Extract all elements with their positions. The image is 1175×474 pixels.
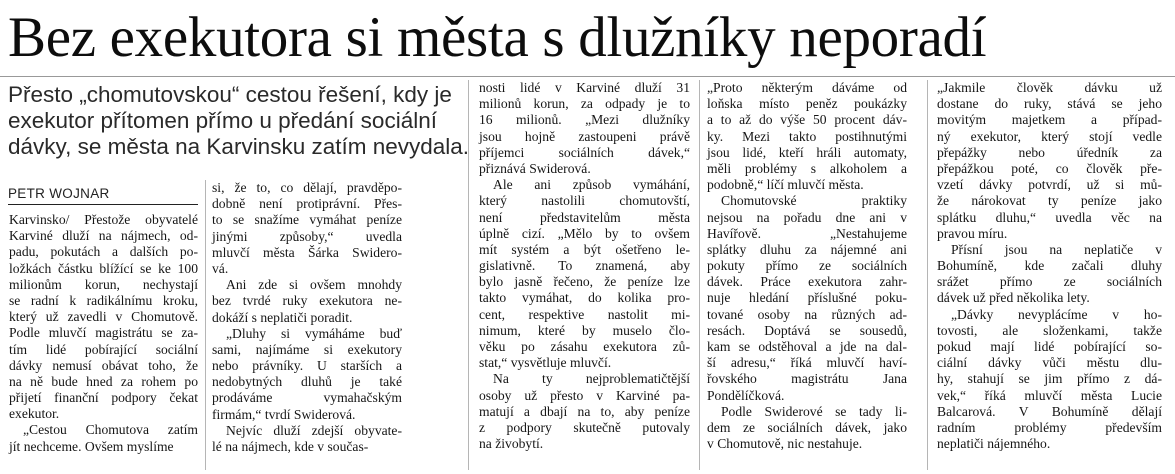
text-line: Bohumíně, kde začali dluhy [937, 258, 1162, 274]
text-line: „Dávky nevyplácíme v ho- [951, 306, 1162, 322]
text-line: Balcarová. V Bohumíně dělají [937, 403, 1162, 419]
text-line: v Chomutově, nic nestahuje. [707, 436, 863, 452]
text-column-5 [937, 80, 1162, 452]
text-line: movitým majetkem a případ- [937, 112, 1162, 128]
text-line: přepážkou poté, co člověk pře- [937, 160, 1162, 176]
lead-line: Přesto „chomutovskou“ cestou řešení, kdy je [8, 82, 452, 107]
text-line: dávky nemusí obávat toho, že [9, 357, 198, 373]
text-line: se radní k radikálnímu kroku, [9, 292, 198, 308]
text-line: osoby už přesto v Karviné pa- [479, 387, 690, 403]
text-column-2 [212, 180, 402, 455]
text-line: na živobytí. [479, 436, 544, 452]
text-line: mluvčí města Šárka Swidero- [212, 244, 402, 260]
lead-line: exekutor přítomen přímo u předání sociální [8, 108, 437, 133]
text-line: bylo jasně řečeno, že peníze lze [479, 274, 690, 290]
text-line: ky. Mezi takto postihnutými [707, 128, 907, 144]
text-line: který už zavedli v Chomutově. [9, 309, 198, 325]
text-line: cent, respektive nastolit mi- [479, 306, 690, 322]
text-column-1 [9, 212, 198, 455]
text-line: pravou míru. [937, 225, 1008, 241]
column-divider [699, 80, 700, 470]
text-line: Havířově. „Nestahujeme [707, 225, 907, 241]
text-line: „Proto některým dáváme od [707, 80, 907, 95]
text-line: exekutor. [9, 406, 60, 422]
text-line: Ale ani způsob vymáhání, [493, 177, 690, 193]
text-line: nebo právníky. U starších a [212, 358, 402, 374]
text-line: lé na nájmech, kde v součas- [212, 439, 369, 454]
text-line: dávek už před několika lety. [937, 290, 1090, 306]
text-line: ší adresu,“ říká mluvčí haví- [707, 355, 907, 371]
headline-rule [0, 76, 1175, 77]
text-line: jsou lidé, kteří hráli automaty, [707, 144, 907, 160]
text-line: radním problémy především [937, 419, 1162, 435]
text-line: věku po zásahu exekutora zů- [479, 339, 690, 354]
text-column-4 [707, 80, 907, 452]
text-line: padu, pokutách a dalších po- [9, 244, 198, 260]
byline-rule [8, 204, 198, 205]
text-line: který nastolili chomutovští, [479, 193, 690, 209]
lead-paragraph [8, 82, 502, 160]
text-line: dobně není protiprávní. Přes- [212, 196, 402, 212]
text-line: si, že to, co dělají, pravděpo- [212, 180, 402, 195]
text-line: sami, najímáme si exekutory [212, 341, 402, 357]
text-line: dokáží s neplatiči poradit. [212, 309, 353, 325]
text-line: loňska místo peněz poukázky [707, 96, 907, 112]
text-line: vá. [212, 260, 229, 276]
text-line: jít nechceme. Ovšem myslíme [9, 438, 174, 454]
text-line: Přísní jsou na neplatiče v [951, 241, 1162, 257]
text-line: úplně cizí. „Mělo by to ovšem [479, 225, 690, 241]
column-divider [205, 180, 206, 470]
headline: Bez exekutora si města s dlužníky neporadí [8, 6, 987, 69]
column-divider [468, 80, 469, 470]
text-line: ciální dávky vůči městu dlu- [937, 355, 1162, 371]
text-line: Karviné dluží na nájmech, od- [9, 228, 198, 244]
text-line: ný exekutor, který stojí vedle [937, 128, 1162, 144]
text-line: „Cestou Chomutova zatím [23, 422, 198, 438]
text-line: dem ze sociálních dávek, jako [707, 419, 907, 435]
byline: PETR WOJNAR [8, 186, 110, 201]
text-line: tím lidé pobírající sociální [9, 341, 198, 357]
text-line: Podle Swiderové se tady li- [721, 403, 907, 419]
text-line: Podle mluvčí magistrátu se za- [9, 325, 198, 341]
text-line: Ani zde si ovšem mnohdy [226, 277, 402, 293]
text-line: Na ty nejproblematičtější [493, 371, 690, 387]
text-line: tovosti, ale složenkami, takže [937, 322, 1162, 338]
text-line: měli problémy s alkoholem a [707, 160, 907, 176]
text-line: dostane do ruky, stává se jeho [937, 96, 1162, 112]
text-line: splátku dluhu,“ uvedla věc na [937, 209, 1162, 225]
text-line: ložkách částku blížící se ke 100 [9, 260, 198, 276]
text-line: jsou hojně zastoupeni právě [479, 128, 690, 144]
text-line: stat,“ vysvětluje mluvčí. [479, 355, 612, 371]
text-line: řovského magistrátu Jana [707, 371, 907, 387]
text-line: nedobytných dluhů je také [212, 374, 402, 390]
column-divider [927, 80, 928, 470]
text-line: nuje hledání příslušné poku- [707, 290, 907, 306]
text-line: takto vymáhat, do kolika pro- [479, 290, 690, 306]
text-line: z podpory skutečně putovaly [479, 419, 690, 435]
text-line: Karvinsko/ Přestože obyvatelé [9, 212, 198, 227]
text-line: na ně bude hned za rohem po [9, 373, 198, 389]
text-line: „Dluhy si vymáháme buď [226, 325, 402, 341]
text-line: milionů korun, za odpady je to [479, 96, 690, 112]
text-line: prodáváme vymahačským [212, 390, 402, 406]
text-line: to se snažíme vymáhat peníze [212, 212, 402, 228]
text-line: milionům korun, nechystají [9, 276, 198, 292]
text-line: bez tvrdé ruky exekutora ne- [212, 293, 402, 309]
text-line: „Jakmile člověk dávku už [937, 80, 1162, 95]
text-line: neplatiči nájemného. [937, 436, 1051, 452]
text-line: a to až do výše 50 procent dáv- [707, 112, 907, 128]
text-line: přijetí finanční podpory čekat [9, 390, 198, 406]
text-line: kam se odstěhoval a jde na dal- [707, 339, 907, 354]
text-line: hy, stahují se jim přímo z dá- [937, 371, 1162, 387]
text-line: nosti lidé v Karviné dluží 31 [479, 80, 690, 95]
text-line: pokuty přímo ze sociálních [707, 258, 907, 274]
text-line: nimum, které by muselo člo- [479, 322, 690, 338]
text-line: že nárokovat ty peníze jako [937, 193, 1162, 209]
text-line: vzetí dávky potvrdí, už si mů- [937, 177, 1162, 193]
text-line: dávek. Práce exekutora zahr- [707, 274, 907, 290]
text-line: Chomutovské praktiky [721, 193, 907, 209]
text-line: tované osoby na různých ad- [707, 306, 907, 322]
text-line: podobně,“ líčí mluvčí města. [707, 177, 864, 193]
text-line: není představitelům města [479, 209, 690, 225]
text-line: Nejvíc dluží zdejší obyvate- [226, 422, 402, 438]
text-line: nejsou na pořadu dne ani v [707, 209, 907, 225]
text-line: jinými způsoby,“ uvedla [212, 228, 402, 244]
text-line: gislativně. To znamená, aby [479, 258, 690, 274]
text-line: mít systém a být ošetřeno le- [479, 241, 690, 257]
text-line: firmám,“ tvrdí Swiderová. [212, 406, 356, 422]
text-line: resách. Doptává se sousedů, [707, 322, 907, 338]
lead-line: dávky, se města na Karvinsku zatím nevydala. [8, 134, 470, 159]
text-line: přepážky nebo úředník za [937, 144, 1162, 160]
text-line: splátky dluhu za nájemné ani [707, 241, 907, 257]
text-line: matují a dbají na to, aby peníze [479, 403, 690, 419]
text-line: Pondělíčková. [707, 387, 785, 403]
text-line: pokud mají lidé pobírající so- [937, 339, 1162, 354]
text-line: srážet přímo ze sociálních [937, 274, 1162, 290]
text-line: 16 milionů. „Mezi dlužníky [479, 112, 690, 128]
text-line: vek,“ říká mluvčí města Lucie [937, 387, 1162, 403]
text-line: příjemci sociálních dávek,“ [479, 144, 690, 160]
text-column-3 [479, 80, 690, 452]
text-line: přiznává Swiderová. [479, 160, 591, 176]
